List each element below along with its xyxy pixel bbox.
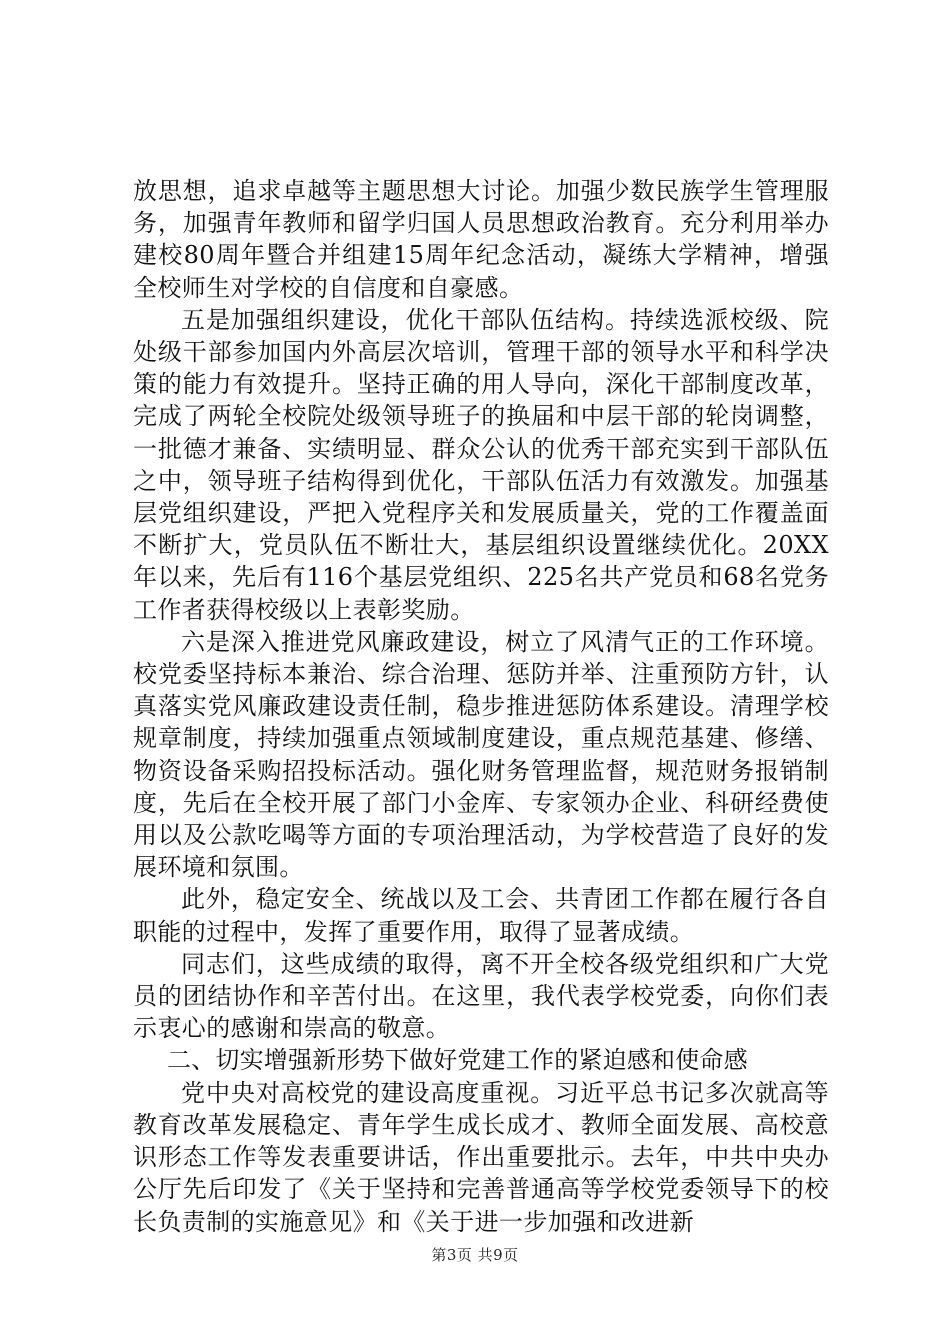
paragraph-thanks: 同志们，这些成绩的取得，离不开全校各级党组织和广大党员的团结协作和辛苦付出。在这里，我代表学校党委，向你们表示衷心的感谢和崇高的敬意。: [133, 949, 829, 1043]
document-body: [133, 175, 829, 1238]
paragraph-other-work: 此外，稳定安全、统战以及工会、共青团工作都在履行各自职能的过程中，发挥了重要作用，取得了显著成绩。: [133, 885, 829, 946]
paragraph-integrity: 六是深入推进党风廉政建设，树立了风清气正的工作环境。校党委坚持标本兼治、综合治理、惩防并举、注重预防方针，认真落实党风廉政建设责任制，稳步推进惩防体系建设。清理学校规章制度，持续加强重点领域制度建设，重点规范基建、修缮、物资设备采购招投标活动。强化财务管理监督，规范财务报销制度，先后在全校开展了部门小金库、专家领办企业、科研经费使用以及公款吃喝等方面的专项治理活动，为学校营造了良好的发展环境和氛围。: [133, 627, 829, 882]
paragraph-continued: 放思想，追求卓越等主题思想大讨论。加强少数民族学生管理服务，加强青年教师和留学归国人员思想政治教育。充分利用举办建校80周年暨合并组建15周年纪念活动，凝练大学精神，增强全校师生对学校的自信度和自豪感。: [133, 177, 829, 302]
page-number-footer: 第3页 共9页: [431, 1246, 519, 1264]
paragraph-organization: 五是加强组织建设，优化干部队伍结构。持续选派校级、院处级干部参加国内外高层次培训，管理干部的领导水平和科学决策的能力有效提升。坚持正确的用人导向，深化干部制度改革，完成了两轮全校院处级领导班子的换届和中层干部的轮岗调整，一批德才兼备、实绩明显、群众公认的优秀干部充实到干部队伍之中，领导班子结构得到优化，干部队伍活力有效激发。加强基层党组织建设，严把入党程序关和发展质量关，党的工作覆盖面不断扩大，党员队伍不断壮大，基层组织设置继续优化。20XX年以来，先后有116个基层党组织、225名共产党员和68名党务工作者获得校级以上表彰奖励。: [133, 305, 829, 624]
paragraph-central-committee: 党中央对高校党的建设高度重视。习近平总书记多次就高等教育改革发展稳定、青年学生成长成才、教师全面发展、高校意识形态工作等发表重要讲话，作出重要批示。去年，中共中央办公厅先后印发了《关于坚持和完善普通高等学校党委领导下的校长负责制的实施意见》和《关于进一步加强和改进新: [133, 1078, 829, 1236]
section-heading: 二、切实增强新形势下做好党建工作的紧迫感和使命感: [167, 1046, 748, 1075]
